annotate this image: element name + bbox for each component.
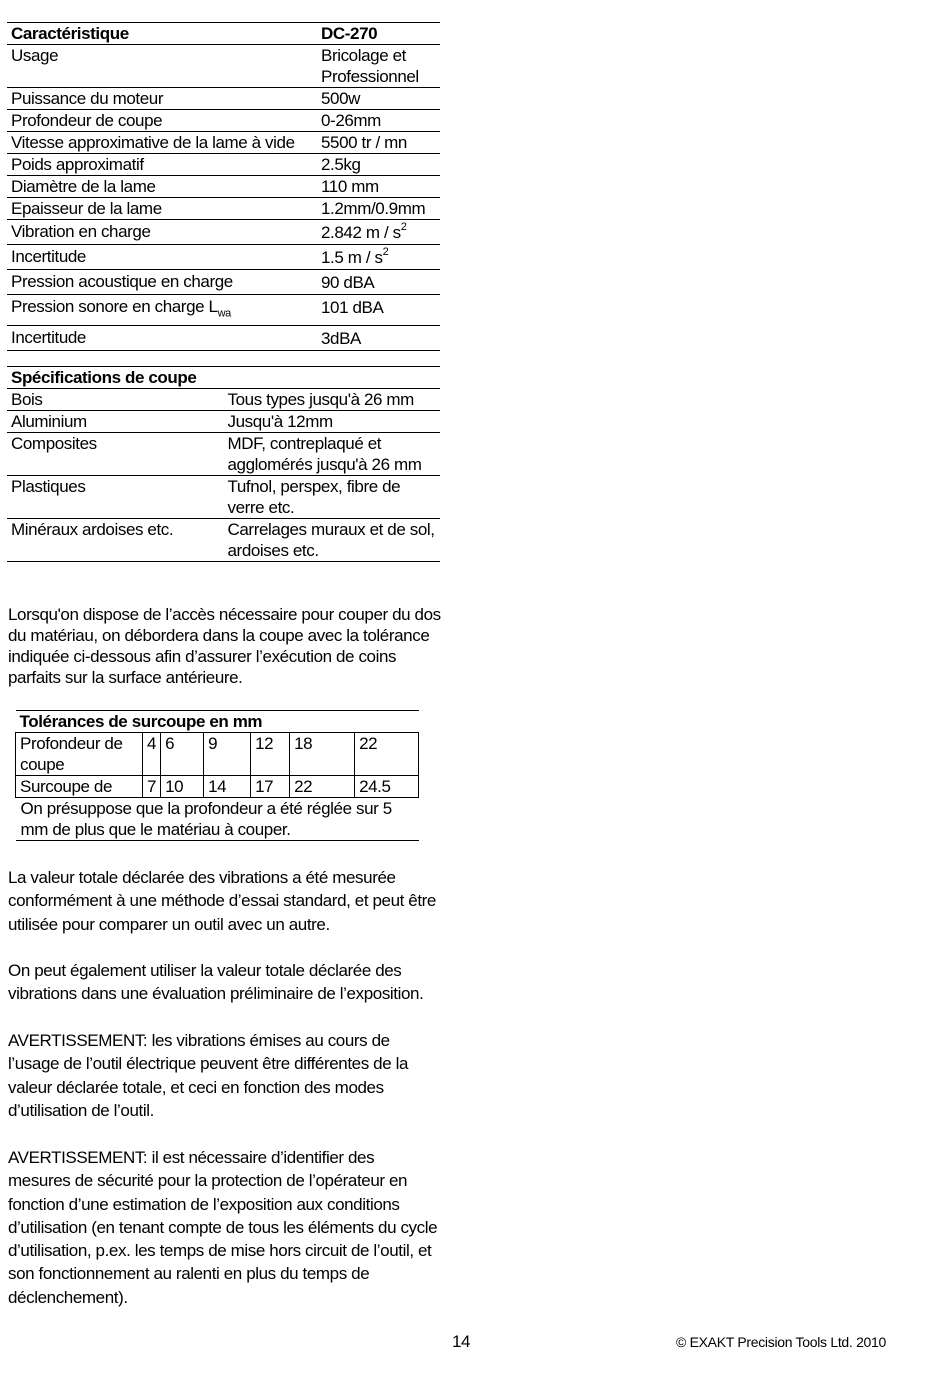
overcut-value: 7 — [143, 776, 161, 798]
vibration-paragraph-2: On peut également utiliser la valeur totale déclarée des vibrations dans une évaluation préliminaire de l’exposition. — [8, 961, 424, 1004]
page-number: 14 — [452, 1332, 471, 1351]
material-value: Carrelages muraux et de sol, ardoises etc. — [224, 519, 441, 562]
material-value: Tous types jusqu'à 26 mm — [224, 389, 441, 411]
depth-value: 22 — [355, 733, 419, 776]
table-row — [7, 45, 440, 88]
table-row — [7, 245, 440, 270]
overcut-value: 10 — [161, 776, 204, 798]
spec-label: Epaisseur de la lame — [7, 198, 317, 220]
spec-value-exponent: 2 — [382, 246, 389, 258]
table-row — [7, 433, 440, 476]
tolerances-note: On présuppose que la profondeur a été réglée sur 5 mm de plus que le matériau à couper. — [16, 798, 419, 841]
tolerances-title-row — [16, 711, 419, 733]
overcut-value: 22 — [290, 776, 355, 798]
depth-value: 6 — [161, 733, 204, 776]
tolerances-note-row — [16, 798, 419, 841]
table-row — [7, 519, 440, 562]
spec-value: 101 dBA — [317, 295, 440, 326]
table-row — [7, 110, 440, 132]
spec-value: 90 dBA — [317, 270, 440, 295]
characteristics-header-row — [7, 23, 440, 45]
characteristics-header-model: DC-270 — [317, 23, 440, 45]
spec-label-subscript: wa — [217, 307, 231, 320]
table-row — [7, 411, 440, 433]
overcut-paragraph: Lorsqu'on dispose de l’accès nécessaire pour couper du dos du matériau, on débordera dans la coupe avec la tolérance indiquée ci-dessous afin d’assurer l’exécution de coins parfaits sur la surface antérieure. — [8, 605, 441, 687]
spec-value: 3dBA — [317, 326, 440, 351]
depth-value: 4 — [143, 733, 161, 776]
table-row — [7, 220, 440, 245]
material-label: Composites — [7, 433, 224, 476]
overcut-label: Surcoupe de — [16, 776, 143, 798]
cutting-specs-table — [7, 366, 440, 562]
spec-value: Bricolage et Professionnel — [317, 45, 440, 88]
vibration-paragraph-1: La valeur totale déclarée des vibrations a été mesurée conformément à une méthode d’essai standard, et peut être utilisée pour comparer un outil avec un autre. — [8, 868, 436, 934]
tolerances-table — [15, 710, 419, 841]
table-row — [7, 295, 440, 326]
cutting-header: Spécifications de coupe — [7, 367, 224, 389]
table-row — [16, 776, 419, 798]
spec-label: Incertitude — [7, 245, 317, 270]
table-row — [7, 326, 440, 351]
depth-value: 9 — [204, 733, 251, 776]
table-row — [7, 389, 440, 411]
table-row — [7, 154, 440, 176]
spec-label: Usage — [7, 45, 317, 88]
table-row — [7, 476, 440, 519]
table-row — [16, 733, 419, 776]
material-label: Minéraux ardoises etc. — [7, 519, 224, 562]
depth-label: Profondeur de coupe — [16, 733, 143, 776]
material-label: Aluminium — [7, 411, 224, 433]
spec-value — [317, 220, 440, 245]
spec-label-text: Pression sonore en charge L — [11, 297, 218, 316]
cutting-header-empty — [224, 367, 441, 389]
spec-value-text: 2.842 m / s — [321, 223, 401, 242]
spec-value: 110 mm — [317, 176, 440, 198]
depth-value: 12 — [251, 733, 290, 776]
material-label: Bois — [7, 389, 224, 411]
material-value: Jusqu'à 12mm — [224, 411, 441, 433]
spec-label: Diamètre de la lame — [7, 176, 317, 198]
spec-value: 2.5kg — [317, 154, 440, 176]
material-value: MDF, contreplaqué et agglomérés jusqu'à 26 mm — [224, 433, 441, 476]
spec-label: Poids approximatif — [7, 154, 317, 176]
overcut-value: 17 — [251, 776, 290, 798]
characteristics-header-label: Caractéristique — [7, 23, 317, 45]
spec-label: Profondeur de coupe — [7, 110, 317, 132]
spec-label: Puissance du moteur — [7, 88, 317, 110]
table-row — [7, 176, 440, 198]
depth-value: 18 — [290, 733, 355, 776]
warning-paragraph-1: AVERTISSEMENT: les vibrations émises au cours de l’usage de l’outil électrique peuvent être différentes de la valeur déclarée totale, et ceci en fonction des modes d’utilisation de l’outil. — [8, 1031, 409, 1120]
spec-value — [317, 245, 440, 270]
spec-label: Incertitude — [7, 326, 317, 351]
spec-value: 0-26mm — [317, 110, 440, 132]
warning-paragraph-2: AVERTISSEMENT: il est nécessaire d’identifier des mesures de sécurité pour la protection de l’opérateur en fonction d’une estimation de l’exposition aux conditions d’utilisation (en tenant compte de tous les éléments du cycle d’utilisation, p.ex. les temps de mise hors circuit de l’outil, et son fonctionnement au ralenti en plus du temps de déclenchement). — [8, 1148, 438, 1307]
table-row — [7, 270, 440, 295]
spec-label: Vibration en charge — [7, 220, 317, 245]
spec-label — [7, 295, 317, 326]
spec-value: 1.2mm/0.9mm — [317, 198, 440, 220]
spec-value: 500w — [317, 88, 440, 110]
characteristics-table — [7, 22, 440, 351]
table-row — [7, 88, 440, 110]
spec-label: Pression acoustique en charge — [7, 270, 317, 295]
material-label: Plastiques — [7, 476, 224, 519]
spec-label: Vitesse approximative de la lame à vide — [7, 132, 317, 154]
overcut-value: 24.5 — [355, 776, 419, 798]
cutting-header-row — [7, 367, 440, 389]
table-row — [7, 132, 440, 154]
material-value: Tufnol, perspex, fibre de verre etc. — [224, 476, 441, 519]
spec-value-exponent: 2 — [400, 221, 407, 233]
overcut-value: 14 — [204, 776, 251, 798]
copyright-notice: © EXAKT Precision Tools Ltd. 2010 — [676, 1334, 887, 1350]
spec-value-text: 1.5 m / s — [321, 248, 383, 267]
tolerances-title: Tolérances de surcoupe en mm — [16, 711, 419, 733]
table-row — [7, 198, 440, 220]
spec-value: 5500 tr / mn — [317, 132, 440, 154]
